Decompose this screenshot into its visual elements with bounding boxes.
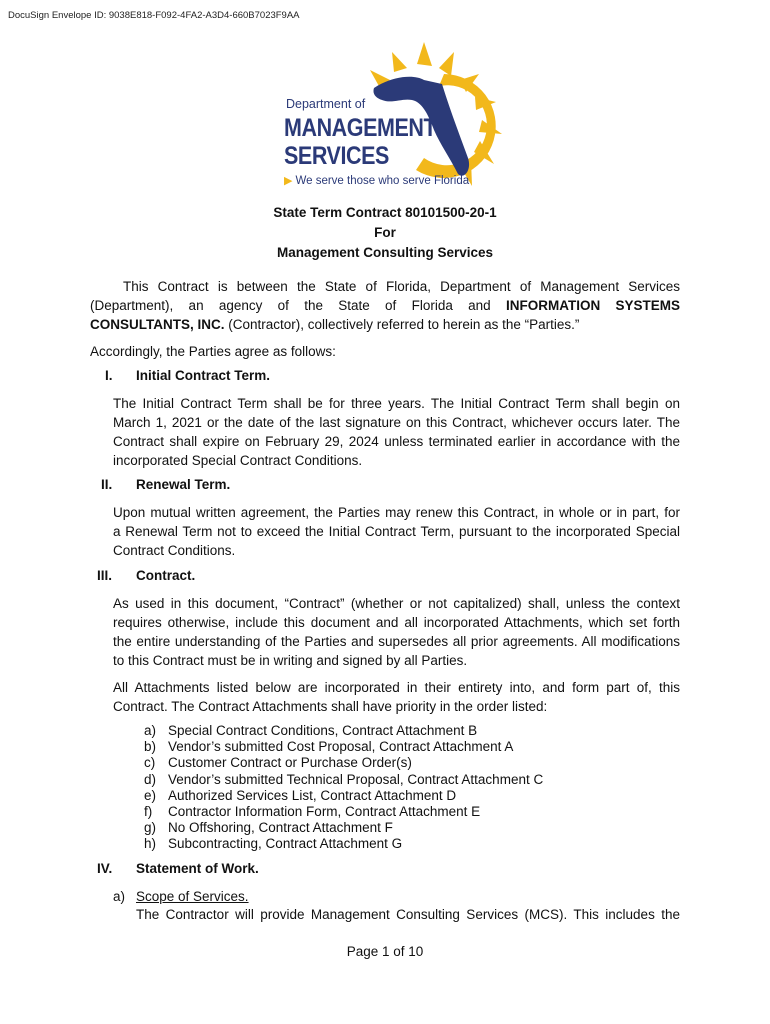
section-3-line: As used in this document, “Contract” (whether or not capitalized) shall, unless the context [113,596,680,611]
envelope-id: DocuSign Envelope ID: 9038E818-F092-4FA2-A3D4-660B7023F9AA [8,10,300,21]
scope-heading: Scope of Services. [136,889,249,904]
list-item-letter: e) [144,787,157,803]
list-item [144,739,543,755]
list-item-letter: f) [144,804,153,820]
list-item [144,820,543,836]
logo-tagline [284,174,469,187]
logo-tagline-text: We serve those who serve Florida [295,175,470,187]
section-3-line: to this Contract must be in writing and signed by all Parties. [113,653,468,668]
section-3-number: III. [97,568,113,583]
list-item-text: No Offshoring, Contract Attachment F [168,820,393,836]
list-item-text: Subcontracting, Contract Attachment G [168,836,403,852]
section-3-line: the entire understanding of the Parties and supersedes all prior agreements. All modifications [113,634,680,649]
list-item-text: Vendor’s submitted Technical Proposal, Contract Attachment C [168,771,544,787]
section-1-number: I. [105,368,113,383]
section-1-line: incorporated Special Contract Conditions. [113,453,363,468]
section-1-line: March 1, 2021 or the date of the last signature on this Contract, whichever occurs later. The [113,415,680,430]
list-item-letter: h) [144,836,157,852]
list-item [144,788,543,804]
list-item [144,723,543,739]
attachment-list [144,723,543,853]
list-item-letter: d) [144,771,157,787]
dms-logo [274,40,514,190]
section-2-number: II. [101,477,113,492]
logo-department-of: Department of [286,97,366,111]
contract-title-line2: For [374,225,396,240]
accordingly-text: Accordingly, the Parties agree as follows: [90,344,336,359]
intro-line2-text: (Department), an agency of the State of Florida and [90,298,506,313]
section-2-title: Renewal Term. [136,477,231,492]
list-item-letter: a) [144,723,157,738]
list-item-text: Customer Contract or Purchase Order(s) [168,755,412,771]
scope-letter: a) [113,889,126,904]
section-1-line: The Initial Contract Term shall be for three years. The Initial Contract Term shall begin on [113,396,680,411]
list-item-letter: b) [144,739,157,755]
page-number: Page 1 of 10 [346,944,424,959]
section-1-line: Contract shall expire on February 29, 2024 unless terminated earlier in accordance with the [113,434,680,449]
section-4-title: Statement of Work. [136,861,259,876]
contractor-name-part1: INFORMATION SYSTEMS [505,298,680,313]
section-1-title: Initial Contract Term. [136,368,271,383]
section-3-line: requires otherwise, include this document and all incorporated Attachments, which set forth [113,615,680,630]
section-3-line: All Attachments listed below are incorporated in their entirety into, and form part of, this [113,680,680,695]
list-item [144,836,543,852]
intro-line1: This Contract is between the State of Florida, Department of Management Services [123,279,680,294]
section-4-number: IV. [97,861,113,876]
contractor-name-part2: CONSULTANTS, INC. [90,317,225,332]
contract-title-line1: State Term Contract 80101500-20-1 [273,205,497,220]
logo-services: SERVICES [284,142,389,170]
list-item-text: Contractor Information Form, Contract Attachment E [168,804,481,820]
section-2-line: Contract Conditions. [113,543,236,558]
section-2-line: a Renewal Term not to exceed the Initial Contract Term, pursuant to the incorporated Special [113,524,680,539]
list-item-text: Authorized Services List, Contract Attachment D [168,787,457,803]
section-2-line: Upon mutual written agreement, the Parties may renew this Contract, in whole or in part, for [113,505,680,520]
list-item [144,804,543,820]
scope-line1: The Contractor will provide Management Consulting Services (MCS). This includes the [136,907,680,922]
intro-line3 [90,315,680,334]
contract-title-line3: Management Consulting Services [276,245,494,260]
list-item [144,772,543,788]
list-item [144,755,543,771]
list-item-text: Vendor’s submitted Cost Proposal, Contract Attachment A [168,739,514,755]
section-3-line: Contract. The Contract Attachments shall have priority in the order listed: [113,699,548,714]
list-item-letter: c) [144,755,156,771]
section-3-title: Contract. [136,568,196,583]
list-item-text: Special Contract Conditions, Contract Attachment B [168,723,478,738]
intro-line2 [90,296,680,315]
logo-management: MANAGEMENT [284,114,437,142]
list-item-letter: g) [144,820,157,836]
intro-line3-text: (Contractor), collectively referred to herein as the “Parties.” [224,317,580,332]
play-arrow-icon: ▶ [284,175,293,187]
